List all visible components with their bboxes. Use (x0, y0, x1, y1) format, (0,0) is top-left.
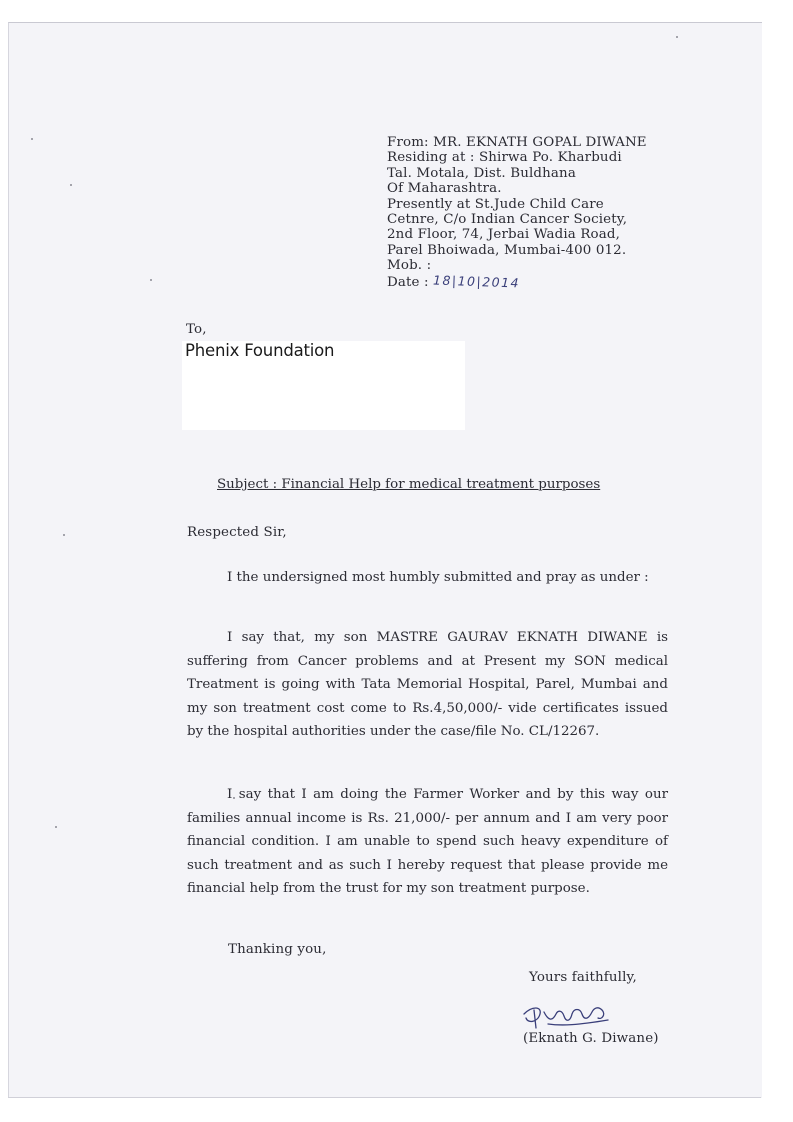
thanks-line: Thanking you, (228, 942, 327, 957)
recipient-stamp (182, 341, 465, 430)
sender-line: Mob. : (387, 258, 432, 274)
paragraph-text: I say that I am doing the Farmer Worker and by this way our families annual income is Rs. 21,000/- per annum and I am very poor financial condition. I am unable to spend such heavy expenditure of such treatment and as such I hereby request that please provide me financial help from the trust for my son treatment purpose. (187, 787, 668, 896)
closing-line: Yours faithfully, (529, 970, 637, 985)
sender-address-block (387, 135, 647, 290)
paragraph-treatment (187, 626, 668, 744)
paper-sheet (8, 22, 762, 1098)
sender-line: Residing at : Shirwa Po. Kharbudi (387, 150, 622, 166)
scan-speck (676, 36, 678, 38)
sender-line: Presently at St.Jude Child Care (387, 196, 604, 212)
signatory-name: (Eknath G. Diwane) (523, 1031, 659, 1046)
sender-line: 2nd Floor, 74, Jerbai Wadia Road, (387, 227, 621, 243)
sender-line: Cetnre, C/o Indian Cancer Society, (387, 212, 628, 228)
scan-speck (63, 534, 65, 536)
scan-speck (70, 184, 72, 186)
handwritten-date: 18|10|2014 (432, 272, 521, 291)
subject-line: Subject : Financial Help for medical treatment purposes (217, 477, 601, 492)
to-label: To, (186, 322, 207, 337)
recipient-name: Phenix Foundation (185, 341, 335, 360)
paragraph-text: I the undersigned most humbly submitted and pray as under : (227, 570, 649, 585)
salutation: Respected Sir, (187, 525, 287, 540)
signature-image (518, 1000, 618, 1032)
paragraph-income (187, 783, 668, 901)
sender-line: Tal. Motala, Dist. Buldhana (387, 165, 576, 181)
paragraph-intro (187, 566, 668, 590)
sender-line: From: MR. EKNATH GOPAL DIWANE (387, 135, 647, 150)
scan-speck (150, 279, 152, 281)
sender-line: Parel Bhoiwada, Mumbai-400 012. (387, 242, 627, 258)
sender-line: Of Maharashtra. (387, 181, 502, 197)
scan-speck (55, 826, 57, 828)
scan-speck (31, 138, 33, 140)
scan-edge (8, 1097, 761, 1098)
date-label: Date : (387, 274, 429, 290)
paragraph-text: I say that, my son MASTRE GAURAV EKNATH DIWANE is suffering from Cancer problems and at Present my SON medical Treatment is going with Tata Memorial Hospital, Parel, Mumbai and my son treatment cost come to Rs.4,50,000/- vide certificates issued by the hospital authorities under the case/file No. CL/12267. (187, 630, 668, 739)
date-line (387, 274, 647, 290)
